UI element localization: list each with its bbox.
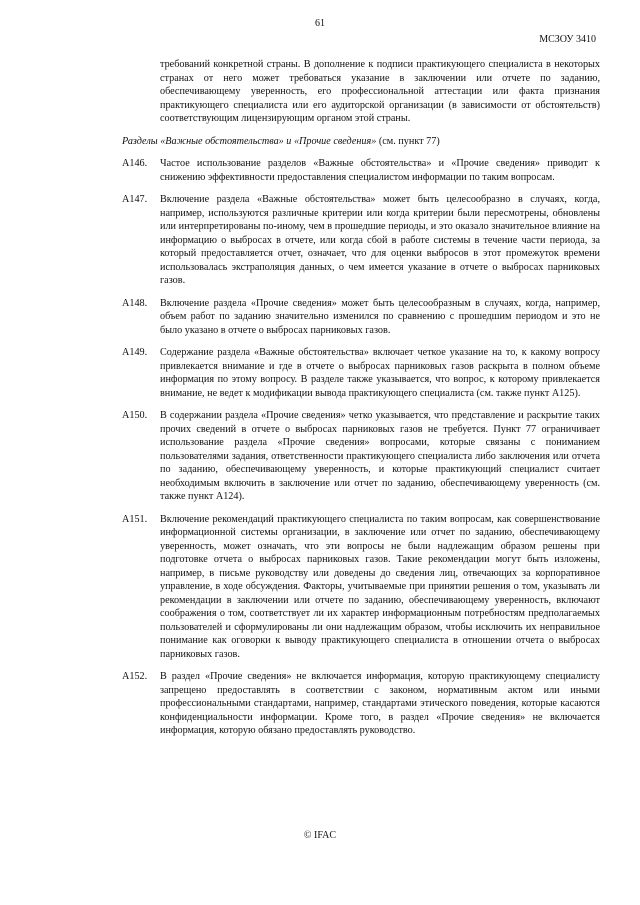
paragraph-text: Включение раздела «Прочие сведения» может быть целесообразным в случаях, когда, например, объем работ по заданию значительно изменился по сравнению с прошедшим периодом и это не было указано в отчете о выбросах парниковых газов. [160, 297, 600, 336]
paragraph-text: Включение раздела «Важные обстоятельства» может быть целесообразно в случаях, когда, например, используются различные критерии или когда критерии были пересмотрены, обновлены или интерпретированы по-иному, чем в прошедшие периоды, и это оказало значительное влияние на информацию о выбросах в отчете, или когда сбой в работе системы в течение части периода, за который предоставляется отчет, означает, что для оценки выбросов в этот промежуток времени использовалась экстраполяция данных, о чем имеется указание в отчете о выбросах парниковых газов. [160, 194, 600, 286]
section-heading [122, 135, 600, 149]
paragraph-number: A151. [122, 513, 148, 525]
paragraph-a149 [122, 346, 600, 400]
paragraph-text: Частое использование разделов «Важные обстоятельства» и «Прочие сведения» приводит к снижению эффективности предоставления специалистом информации по таким вопросам. [160, 158, 600, 183]
paragraph-number: A148. [122, 297, 148, 309]
paragraph-a152 [122, 670, 600, 738]
paragraph-text: Содержание раздела «Важные обстоятельства» включает четкое указание на то, к какому вопросу привлекается внимание и где в отчете о выбросах парниковых газов раскрыта в полном объеме информация по этому вопросу. В разделе также указывается, что вопрос, к которому привлекается внимание, не ведет к модификации вывода практикующего специалиста (см. также пункт A125). [160, 347, 600, 399]
intro-paragraph: требований конкретной страны. В дополнение к подписи практикующего специалиста в некоторых странах от него может требоваться указание в заключении или отчете по заданию, обеспечивающему уверенность, его профессиональной аттестации или факта признания практикующего специалиста или его аудиторской организации (в зависимости от обстоятельств) соответствующим лицензирующим органом этой страны. [160, 59, 600, 124]
document-code: МСЗОУ 3410 [539, 34, 596, 45]
paragraph-a148 [122, 297, 600, 338]
paragraph-a146 [122, 157, 600, 184]
paragraph-number: A147. [122, 194, 148, 205]
page-number: 61 [315, 18, 325, 29]
section-heading-reference: (см. пункт 77) [376, 135, 440, 147]
document-body [122, 58, 600, 747]
paragraph-number: A149. [122, 347, 148, 358]
paragraph-a147 [122, 193, 600, 288]
paragraph-number: A152. [122, 671, 148, 682]
paragraph-a151 [122, 513, 600, 662]
section-heading-title: Разделы «Важные обстоятельства» и «Прочие сведения» [122, 135, 377, 147]
paragraph-text: Включение рекомендаций практикующего специалиста по таким вопросам, как совершенствование информационной системы организации, в заключение или отчет по заданию, обеспечивающему уверенность, может означать, что эти вопросы не были надлежащим образом решены при подготовке отчета о выбросах парниковых газов. Такие рекомендации могут быть изложены, например, в письме руководству или доведены до сведения лиц, отвечающих за корпоративное управление, в ходе обсуждения. Факторы, учитываемые при принятии решения о том, указывать ли рекомендации в заключении или отчете по заданию, обеспечивающему уверенность, включают соображения о том, соответствует ли их характер информационным потребностям предполагаемых пользователей и сформулированы ли они надлежащим образом, чтобы исключить их неправильное понимание как оговорки к выводу практикующего специалиста в отношении отчета о выбросах парниковых газов. [160, 513, 600, 660]
footer-copyright: © IFAC [303, 830, 337, 841]
paragraph-text: В содержании раздела «Прочие сведения» четко указывается, что представление и раскрытие таких прочих сведений в отчете о выбросах парниковых газов не требуется. Пункт 77 ограничивает использование раздела «Прочие сведения» вопросами, которые связаны с пониманием пользователями задания, ответственности практикующего специалиста либо заключения или отчета по заданию, обеспечивающему уверенность, и которые практикующий специалист считает необходимым включить в заключение или отчет по заданию, обеспечивающему уверенность (см. также пункт A124). [160, 410, 600, 502]
paragraph-number: A146. [122, 158, 148, 169]
paragraph-text: В раздел «Прочие сведения» не включается информация, которую практикующему специалисту запрещено предоставлять в соответствии с законом, нормативным актом или иными профессиональными стандартами, например, стандартами этического поведения, которые касаются конфиденциальности информации. Кроме того, в раздел «Прочие сведения» не включается информация, которую обязано предоставлять руководство. [160, 671, 600, 736]
paragraph-number: A150. [122, 410, 148, 421]
paragraph-a150 [122, 409, 600, 504]
